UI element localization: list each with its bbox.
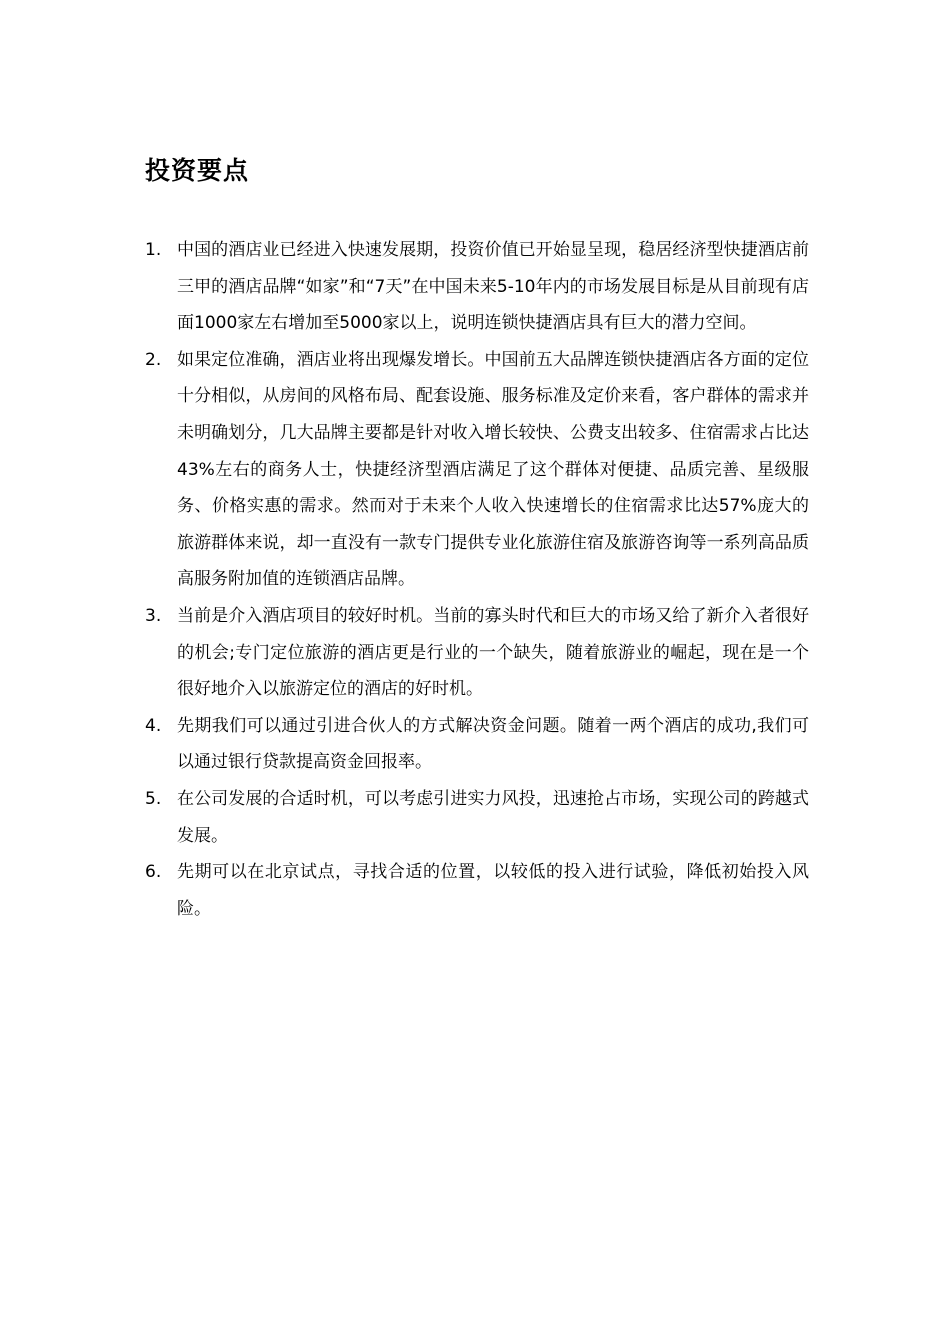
list-item-number: 4. xyxy=(145,715,162,736)
list-item-number: 3. xyxy=(145,605,162,626)
list-item-text: 在公司发展的合适时机，可以考虑引进实力风投，迅速抢占市场，实现公司的跨越式发展。 xyxy=(177,788,809,846)
list-item xyxy=(145,708,809,781)
list-item xyxy=(145,232,809,342)
list-item-number: 6. xyxy=(145,862,162,883)
list-item xyxy=(145,854,809,927)
page-title: 投资要点 xyxy=(145,156,250,185)
list-item-text: 先期可以在北京试点，寻找合适的位置，以较低的投入进行试验，降低初始投入风险。 xyxy=(177,862,809,919)
investment-points-list xyxy=(145,232,809,927)
list-item-text: 中国的酒店业已经进入快速发展期，投资价值已开始显呈现，稳居经济型快捷酒店前三甲的酒店品牌“如家”和“7天”在中国未来5-10年内的市场发展目标是从目前现有店面1000家左右增加至5000家以上，说明连锁快捷酒店具有巨大的潜力空间。 xyxy=(177,240,809,334)
list-item xyxy=(145,342,809,598)
list-item-number: 2. xyxy=(145,349,162,370)
list-item-text: 如果定位准确，酒店业将出现爆发增长。中国前五大品牌连锁快捷酒店各方面的定位十分相似，从房间的风格布局、配套设施、服务标准及定价来看，客户群体的需求并未明确划分，几大品牌主要都是针对收入增长较快、公费支出较多、住宿需求占比达43%左右的商务人士，快捷经济型酒店满足了这个群体对便捷、品质完善、星级服务、价格实惠的需求。然而对于未来个人收入快速增长的住宿需求比达57%庞大的旅游群体来说，却一直没有一款专门提供专业化旅游住宿及旅游咨询等一系列高品质高服务附加值的连锁酒店品牌。 xyxy=(177,349,809,590)
list-item xyxy=(145,781,809,854)
list-item-text: 当前是介入酒店项目的较好时机。当前的寡头时代和巨大的市场又给了新介入者很好的机会;专门定位旅游的酒店更是行业的一个缺失，随着旅游业的崛起，现在是一个很好地介入以旅游定位的酒店的好时机。 xyxy=(177,605,809,700)
list-item-number: 1. xyxy=(145,240,162,260)
list-item-number: 5. xyxy=(145,788,162,809)
list-item-text: 先期我们可以通过引进合伙人的方式解决资金问题。随着一两个酒店的成功,我们可以通过银行贷款提高资金回报率。 xyxy=(177,715,809,773)
list-item xyxy=(145,598,809,708)
